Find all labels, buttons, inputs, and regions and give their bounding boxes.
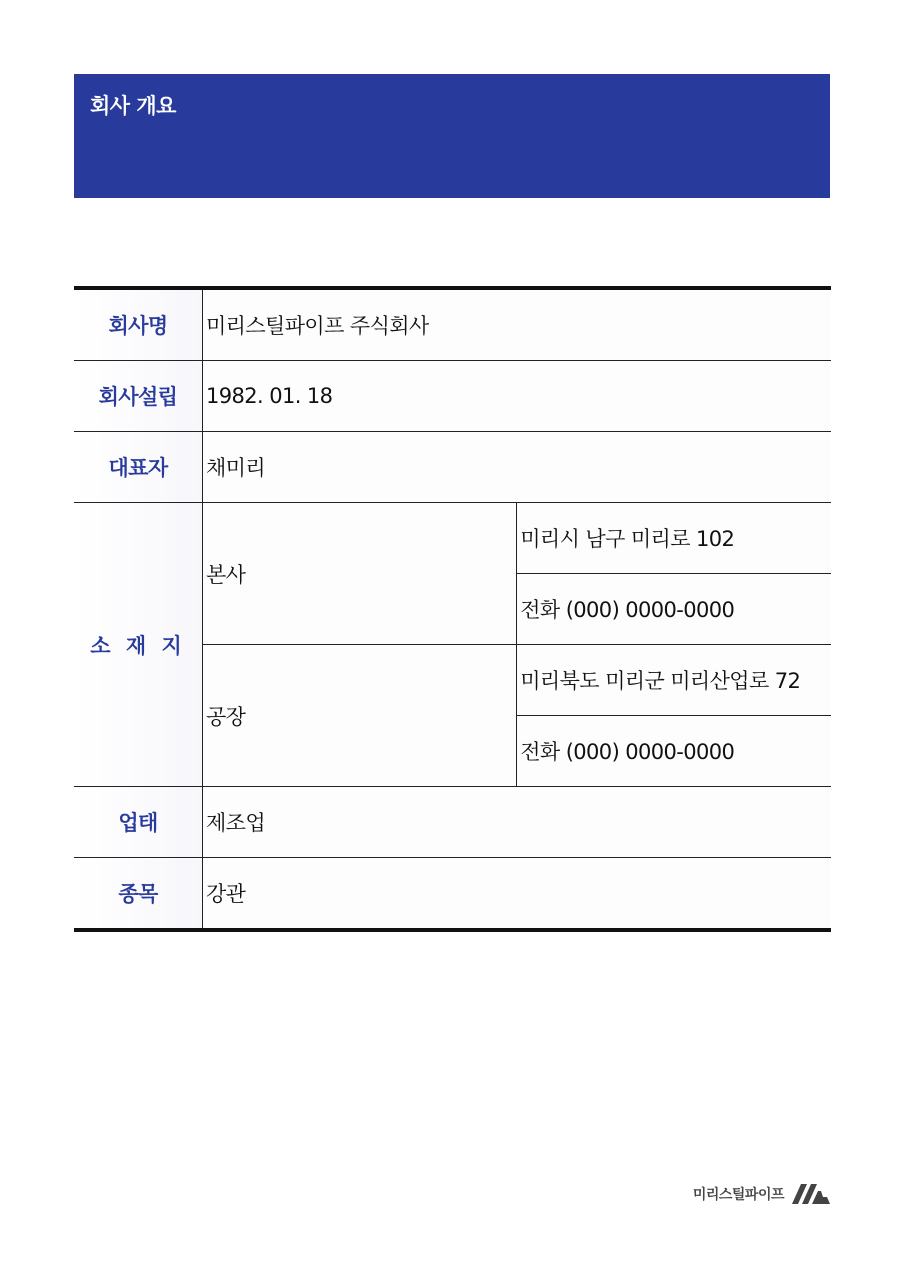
table-row-founded [74, 361, 831, 432]
ceo-value: 채미리 [203, 432, 832, 503]
page-title: 회사 개요 [90, 94, 176, 118]
footer-company-name: 미리스틸파이프 [692, 1187, 784, 1203]
table-row-business-item [74, 858, 831, 931]
business-item-value: 강관 [203, 858, 832, 931]
factory-phone: 전화 (000) 0000-0000 [517, 716, 831, 787]
table-row-ceo [74, 432, 831, 503]
factory-label: 공장 [203, 645, 517, 787]
ceo-label: 대표자 [74, 432, 203, 503]
factory-address: 미리북도 미리군 미리산업로 72 [517, 645, 831, 716]
company-info-table [74, 286, 831, 932]
header-band [74, 74, 830, 198]
company-name-label: 회사명 [74, 288, 203, 361]
head-office-phone: 전화 (000) 0000-0000 [517, 574, 831, 645]
table-row-head-office-address [74, 503, 831, 574]
head-office-address: 미리시 남구 미리로 102 [517, 503, 831, 574]
business-type-label: 업태 [74, 787, 203, 858]
footer-logo [693, 1182, 830, 1206]
founded-label: 회사설립 [74, 361, 203, 432]
head-office-label: 본사 [203, 503, 517, 645]
table-row-company-name [74, 288, 831, 361]
location-label: 소 재 지 [74, 503, 203, 787]
table-row-business-type [74, 787, 831, 858]
miristeel-logo-icon [792, 1182, 830, 1206]
company-name-value: 미리스틸파이프 주식회사 [203, 288, 832, 361]
business-type-value: 제조업 [203, 787, 832, 858]
founded-value: 1982. 01. 18 [203, 361, 832, 432]
business-item-label: 종목 [74, 858, 203, 931]
